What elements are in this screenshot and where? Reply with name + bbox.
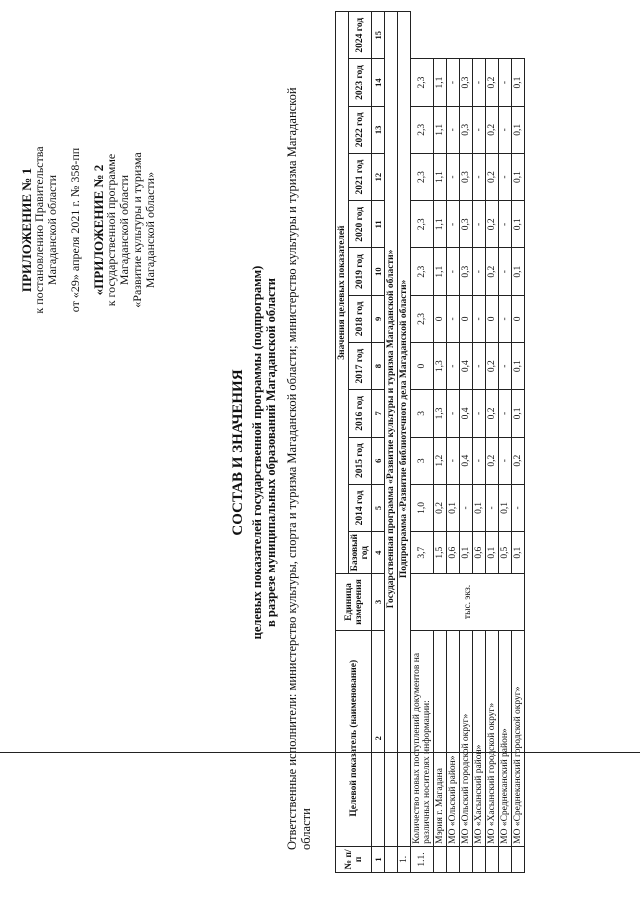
page-divider-line: [0, 752, 640, 753]
value-cell: 0,2: [486, 248, 499, 295]
row-indicator-name: МО «Ольский городской округ»: [460, 630, 473, 846]
value-cell: 1,1: [434, 248, 447, 295]
column-number: 13: [372, 106, 385, 153]
column-number: 11: [372, 201, 385, 248]
subprogram-row: [398, 12, 411, 873]
appendix-ref-line: Магаданской области: [117, 174, 131, 286]
col-header-year: 2017 год: [349, 343, 372, 390]
row-num: [486, 846, 499, 872]
value-cell: 0,3: [460, 248, 473, 295]
value-cell: 0,1: [512, 343, 525, 390]
subtitle-line: целевых показателей государственной программы (подпрограмм): [250, 265, 264, 640]
row-num: [447, 846, 460, 872]
value-cell: 0,5: [499, 532, 512, 574]
value-cell: 2,3: [411, 106, 434, 153]
col-header-num: № п/п: [336, 846, 372, 872]
value-cell: 0,3: [460, 153, 473, 200]
col-header-year: 2020 год: [349, 201, 372, 248]
row-num: [434, 846, 447, 872]
col-header-values: Значения целевых показателей: [336, 12, 349, 574]
column-number: 15: [372, 12, 385, 59]
row-num: 1.1.: [411, 846, 434, 872]
col-header-year: 2021 год: [349, 153, 372, 200]
value-cell: -: [499, 390, 512, 437]
value-cell: -: [447, 248, 460, 295]
value-cell: 1,5: [434, 532, 447, 574]
col-header-year: 2016 год: [349, 390, 372, 437]
value-cell: -: [512, 484, 525, 531]
table-row: [411, 12, 434, 873]
appendix-ref-line: к государственной программе: [104, 153, 118, 307]
responsible-executors: Ответственные исполнители: министерство культуры, спорта и туризма Магаданской области; министерство культуры и туризма Магаданской области: [285, 87, 313, 850]
value-cell: 0,1: [447, 484, 460, 531]
row-indicator-name: Мэрия г. Магадана: [434, 630, 447, 846]
document-title: СОСТАВ И ЗНАЧЕНИЯ: [230, 369, 246, 536]
value-cell: 3: [411, 390, 434, 437]
value-cell: 0,1: [486, 532, 499, 574]
column-number: 14: [372, 59, 385, 106]
col-header-indicator: Целевой показатель (наименование): [336, 630, 372, 846]
col-header-year: 2022 год: [349, 106, 372, 153]
value-cell: 0,2: [486, 201, 499, 248]
value-cell: 3,7: [411, 532, 434, 574]
value-cell: 0: [411, 343, 434, 390]
value-cell: -: [499, 248, 512, 295]
column-number: 4: [372, 532, 385, 574]
value-cell: -: [499, 295, 512, 342]
program-row: [385, 12, 398, 873]
program-title: Государственная программа «Развитие культуры и туризма Магаданской области»: [385, 12, 398, 847]
value-cell: -: [473, 390, 486, 437]
value-cell: 0,1: [499, 484, 512, 531]
value-cell: -: [447, 201, 460, 248]
value-cell: 0,2: [486, 343, 499, 390]
value-cell: 0,3: [460, 106, 473, 153]
value-cell: 1,2: [434, 437, 447, 484]
appendix-date: от «29» апреля 2021 г. № 358-пп: [68, 147, 82, 313]
value-cell: 0,3: [460, 59, 473, 106]
column-number: 10: [372, 248, 385, 295]
appendix-ref-line: Магаданской области: [45, 174, 59, 286]
appendix-inner-number: «ПРИЛОЖЕНИЕ № 2: [91, 164, 106, 296]
value-cell: -: [447, 59, 460, 106]
header-row: [336, 12, 349, 873]
value-cell: -: [473, 437, 486, 484]
subtitle-line: в разрезе муниципальных образований Магаданской области: [264, 278, 278, 627]
value-cell: -: [447, 343, 460, 390]
value-cell: 0,1: [460, 532, 473, 574]
value-cell: -: [447, 106, 460, 153]
value-cell: 1,1: [434, 201, 447, 248]
value-cell: -: [486, 484, 499, 531]
value-cell: -: [499, 201, 512, 248]
col-header-unit: Единица измерения: [336, 574, 372, 630]
column-number: 3: [372, 574, 385, 630]
appendix-block: [20, 40, 157, 420]
value-cell: 0,1: [473, 484, 486, 531]
column-number: 7: [372, 390, 385, 437]
value-cell: -: [499, 343, 512, 390]
table-row: [486, 12, 499, 873]
value-cell: -: [447, 153, 460, 200]
row-num: [499, 846, 512, 872]
col-header-year: 2024 год: [349, 12, 372, 59]
value-cell: -: [499, 106, 512, 153]
row-indicator-name: Количество новых поступлений документов на различных носителях информации:: [411, 630, 434, 846]
indicators-table: [335, 11, 525, 873]
row-indicator-name: МО «Среднеканский район»: [499, 630, 512, 846]
value-cell: 2,3: [411, 201, 434, 248]
value-cell: 0,4: [460, 390, 473, 437]
column-number: 1: [372, 846, 385, 872]
value-cell: -: [473, 106, 486, 153]
value-cell: 0,4: [460, 437, 473, 484]
appendix-ref-line: к постановлению Правительства: [32, 146, 46, 314]
value-cell: 1,1: [434, 59, 447, 106]
value-cell: -: [473, 201, 486, 248]
document-subtitle: [250, 60, 278, 845]
value-cell: -: [473, 248, 486, 295]
value-cell: 1,3: [434, 343, 447, 390]
value-cell: 1,1: [434, 153, 447, 200]
row-indicator-name: МО «Хасынский район»: [473, 630, 486, 846]
row-unit: тыс. экз.: [411, 574, 525, 630]
table-row: [473, 12, 486, 873]
value-cell: 0,6: [473, 532, 486, 574]
value-cell: 2,3: [411, 59, 434, 106]
value-cell: 0: [434, 295, 447, 342]
value-cell: 0,1: [512, 106, 525, 153]
value-cell: -: [499, 59, 512, 106]
column-number: 6: [372, 437, 385, 484]
col-header-base: Базовый год: [349, 532, 372, 574]
col-header-year: 2015 год: [349, 437, 372, 484]
table-row: [447, 12, 460, 873]
table-row: [499, 12, 512, 873]
col-header-year: 2018 год: [349, 295, 372, 342]
appendix-number: ПРИЛОЖЕНИЕ № 1: [19, 167, 34, 293]
appendix-ref-line: Магаданской области»: [143, 171, 157, 289]
value-cell: -: [473, 295, 486, 342]
column-number: 5: [372, 484, 385, 531]
value-cell: 0,2: [486, 390, 499, 437]
table-row: [434, 12, 447, 873]
column-number: 9: [372, 295, 385, 342]
row-num: [473, 846, 486, 872]
value-cell: 0,4: [460, 343, 473, 390]
subprogram-title: Подпрограмма «Развитие библиотечного дела Магаданской области»: [398, 12, 411, 847]
value-cell: 0,2: [486, 437, 499, 484]
value-cell: 0,3: [460, 201, 473, 248]
value-cell: 0,2: [486, 153, 499, 200]
row-indicator-name: МО «Среднеканский городской округ»: [512, 630, 525, 846]
table-row: [512, 12, 525, 873]
table-row: [460, 12, 473, 873]
value-cell: -: [460, 484, 473, 531]
appendix-ref-line: «Развитие культуры и туризма: [130, 152, 144, 308]
value-cell: -: [499, 153, 512, 200]
column-number: 2: [372, 630, 385, 846]
col-header-year: 2019 год: [349, 248, 372, 295]
value-cell: -: [473, 153, 486, 200]
value-cell: -: [473, 343, 486, 390]
value-cell: -: [447, 437, 460, 484]
value-cell: 0: [460, 295, 473, 342]
value-cell: -: [447, 295, 460, 342]
value-cell: 0,1: [512, 153, 525, 200]
value-cell: -: [499, 437, 512, 484]
value-cell: 0,1: [512, 390, 525, 437]
value-cell: 2,3: [411, 248, 434, 295]
value-cell: 0,1: [512, 59, 525, 106]
column-number-row: [372, 12, 385, 873]
value-cell: 0,1: [512, 201, 525, 248]
value-cell: 1,0: [411, 484, 434, 531]
value-cell: 1,1: [434, 106, 447, 153]
value-cell: 3: [411, 437, 434, 484]
value-cell: 0: [486, 295, 499, 342]
column-number: 8: [372, 343, 385, 390]
value-cell: 0,2: [434, 484, 447, 531]
value-cell: 0,2: [486, 106, 499, 153]
row-num: [460, 846, 473, 872]
col-header-year: 2023 год: [349, 59, 372, 106]
value-cell: 0,2: [486, 59, 499, 106]
value-cell: -: [473, 59, 486, 106]
value-cell: 0,2: [512, 437, 525, 484]
row-num: [512, 846, 525, 872]
column-number: 12: [372, 153, 385, 200]
value-cell: 2,3: [411, 153, 434, 200]
value-cell: 0: [512, 295, 525, 342]
value-cell: 0,1: [512, 532, 525, 574]
value-cell: 2,3: [411, 295, 434, 342]
col-header-year: 2014 год: [349, 484, 372, 531]
row-indicator-name: МО «Хасынский городской округ»: [486, 630, 499, 846]
subprogram-num: 1.: [398, 846, 411, 872]
value-cell: 0,1: [512, 248, 525, 295]
value-cell: -: [447, 390, 460, 437]
row-indicator-name: МО «Ольский район»: [447, 630, 460, 846]
value-cell: 1,3: [434, 390, 447, 437]
value-cell: 0,6: [447, 532, 460, 574]
